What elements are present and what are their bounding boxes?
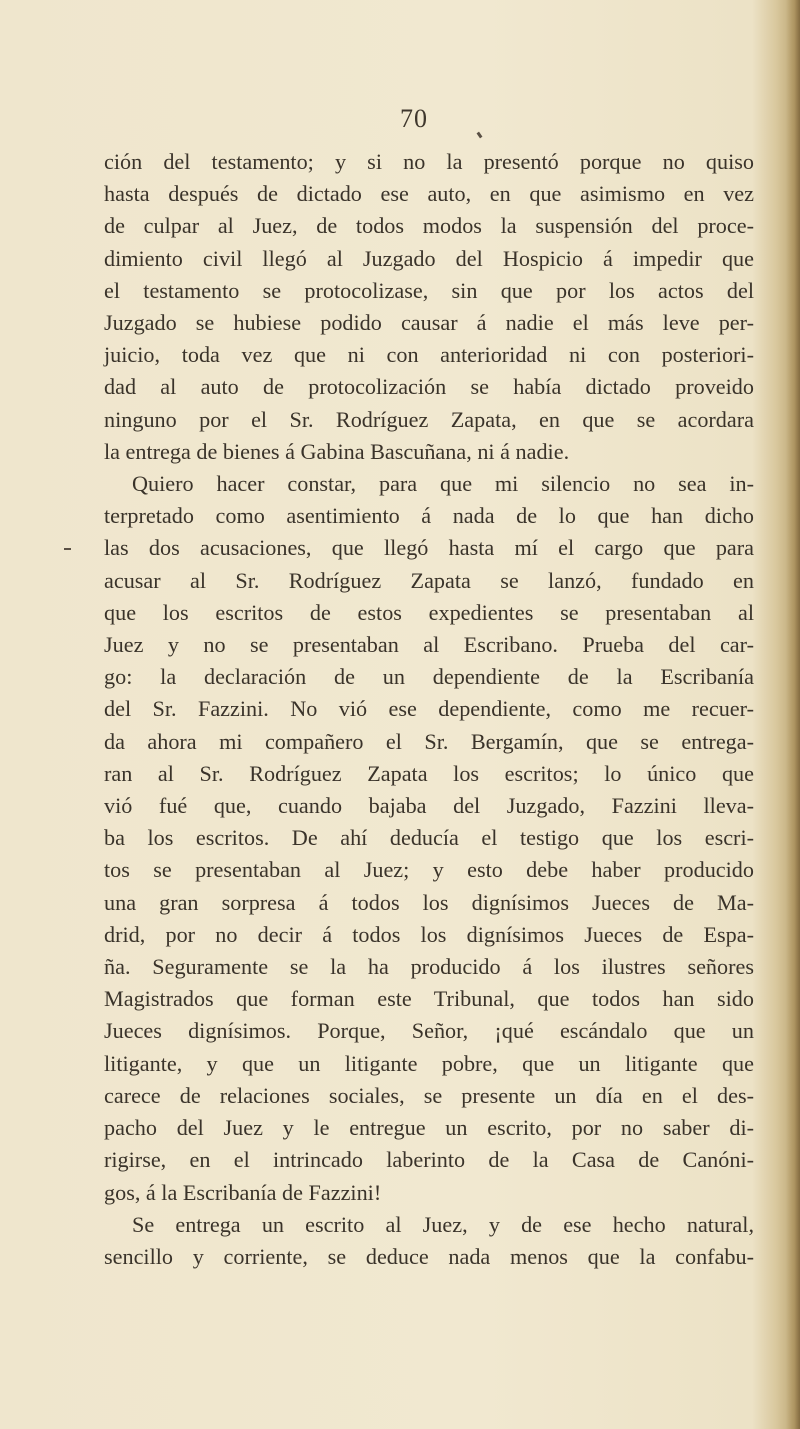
- text-line: una gran sorpresa á todos los dignísimos Jueces de Ma-: [104, 889, 754, 915]
- text-line: Jueces dignísimos. Porque, Señor, ¡qué escándalo que un: [104, 1018, 754, 1044]
- text-line: vió fué que, cuando bajaba del Juzgado, Fazzini lleva-: [104, 793, 754, 819]
- text-line: da ahora mi compañero el Sr. Bergamín, que se entrega-: [104, 728, 754, 754]
- text-line: del Sr. Fazzini. No vió ese dependiente, como me recuer-: [104, 696, 754, 722]
- text-line: ción del testamento; y si no la presentó porque no quiso: [104, 149, 754, 174]
- text-line: carece de relaciones sociales, se presente un día en el des-: [104, 1082, 754, 1108]
- text-line: litigante, y que un litigante pobre, que un litigante que: [104, 1050, 754, 1076]
- text-line: hasta después de dictado ese auto, en que asimismo en vez: [104, 181, 754, 207]
- text-line: ba los escritos. De ahí deducía el testigo que los escri-: [104, 825, 754, 851]
- text-line: tos se presentaban al Juez; y esto debe haber producido: [104, 857, 754, 883]
- text-line: Magistrados que forman este Tribunal, que todos han sido: [104, 986, 754, 1012]
- ink-speck: [477, 132, 483, 139]
- ink-speck: [64, 548, 71, 550]
- text-line: go: la declaración de un dependiente de la Escribanía: [104, 664, 754, 690]
- page-number: 70: [400, 104, 428, 133]
- text-line: pacho del Juez y le entregue un escrito, por no saber di-: [104, 1115, 754, 1141]
- text-line: drid, por no decir á todos los dignísimos Jueces de Espa-: [104, 921, 754, 947]
- text-line: de culpar al Juez, de todos modos la suspensión del proce-: [104, 213, 754, 239]
- page-edge-shadow: [786, 0, 800, 1429]
- text-line: rigirse, en el intrincado laberinto de la Casa de Canóni-: [104, 1147, 754, 1173]
- text-line: sencillo y corriente, se deduce nada menos que la confabu-: [104, 1243, 754, 1269]
- text-line: Juzgado se hubiese podido causar á nadie el más leve per-: [104, 310, 754, 336]
- text-line: acusar al Sr. Rodríguez Zapata se lanzó, fundado en: [104, 567, 754, 593]
- text-line: ran al Sr. Rodríguez Zapata los escritos; lo único que: [104, 760, 754, 786]
- body-text: [104, 146, 754, 1273]
- text-line: dad al auto de protocolización se había dictado proveido: [104, 374, 754, 400]
- text-line: Juez y no se presentaban al Escribano. Prueba del car-: [104, 632, 754, 658]
- text-line: dimiento civil llegó al Juzgado del Hospicio á impedir que: [104, 245, 754, 271]
- text-line: ña. Seguramente se la ha producido á los ilustres señores: [104, 954, 754, 980]
- text-line: Se entrega un escrito al Juez, y de ese hecho natural,: [132, 1211, 754, 1237]
- text-line: juicio, toda vez que ni con anterioridad ni con posteriori-: [104, 342, 754, 368]
- text-line: que los escritos de estos expedientes se presentaban al: [104, 599, 754, 625]
- text-line: Quiero hacer constar, para que mi silencio no sea in-: [132, 471, 754, 497]
- text-line: gos, á la Escribanía de Fazzini!: [104, 1179, 382, 1205]
- text-line: ninguno por el Sr. Rodríguez Zapata, en que se acordara: [104, 406, 754, 432]
- text-line: la entrega de bienes á Gabina Bascuñana, ni á nadie.: [104, 438, 570, 464]
- text-line: el testamento se protocolizase, sin que por los actos del: [104, 277, 754, 303]
- text-line: las dos acusaciones, que llegó hasta mí el cargo que para: [104, 535, 754, 561]
- text-line: terpretado como asentimiento á nada de lo que han dicho: [104, 503, 754, 529]
